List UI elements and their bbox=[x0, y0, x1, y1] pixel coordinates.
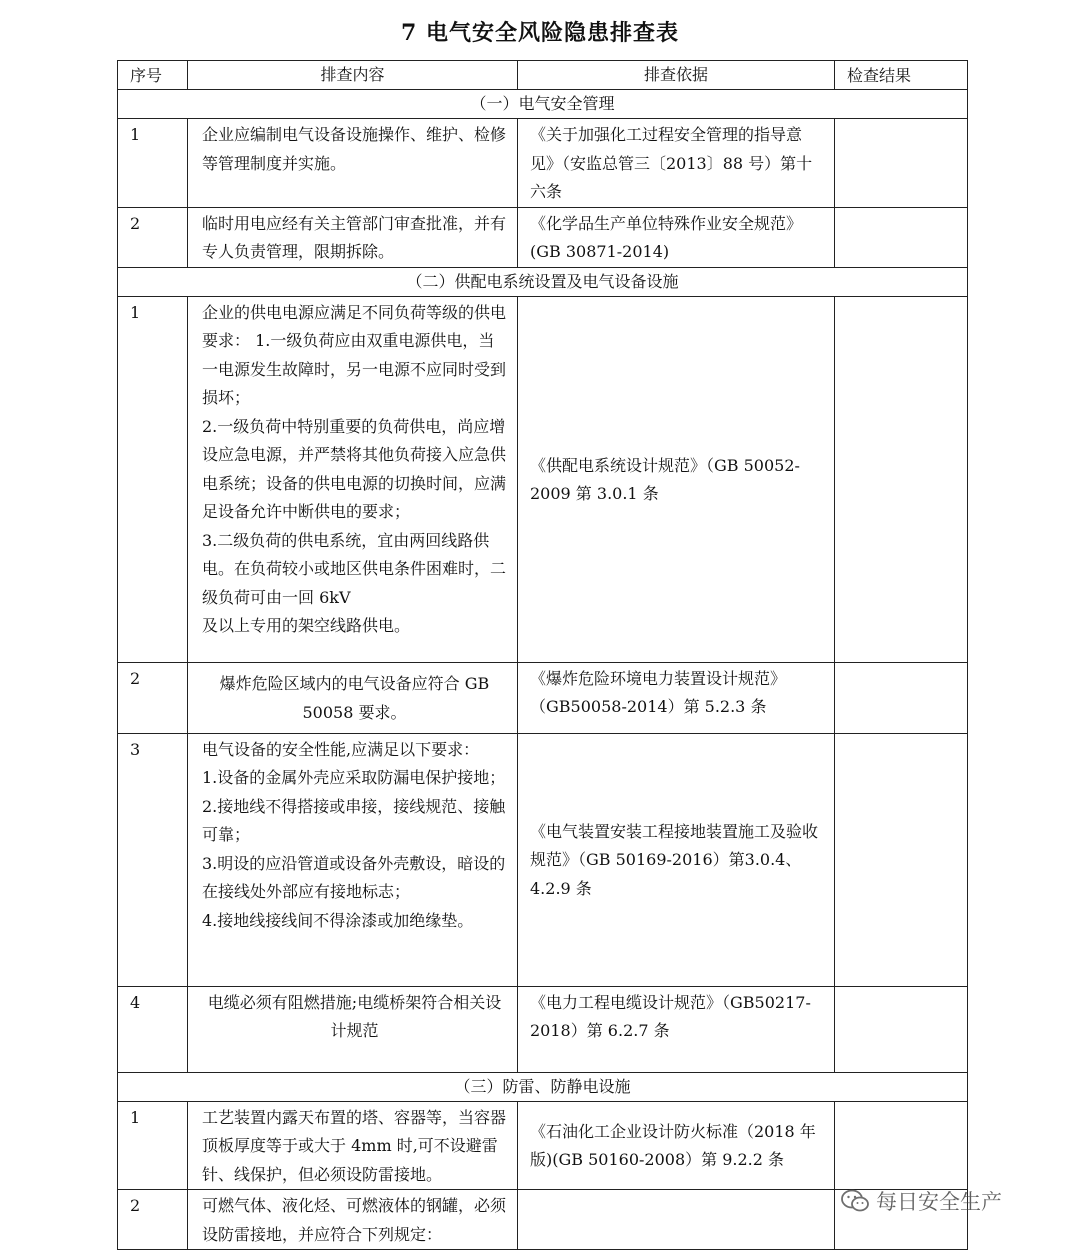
row-content: 可燃气体、液化烃、可燃液体的钢罐，必须设防雷接地，并应符合下列规定： bbox=[188, 1190, 518, 1250]
table-row bbox=[118, 662, 968, 733]
hazard-checklist-table bbox=[117, 60, 968, 1250]
row-number: 1 bbox=[118, 296, 188, 662]
table-row bbox=[118, 119, 968, 208]
table-row bbox=[118, 1101, 968, 1190]
row-content: 电气设备的安全性能,应满足以下要求： 1.设备的金属外壳应采取防漏电保护接地； 2.接地线不得搭接或串接，接线规范、接触可靠； 3.明设的应沿管道或设备外壳敷设，暗设的在接线处外部应有接地标志； 4.接地线接线间不得涂漆或加绝缘垫。 bbox=[188, 733, 518, 986]
row-content: 企业的供电电源应满足不同负荷等级的供电要求： 1.一级负荷应由双重电源供电，当一电源发生故障时，另一电源不应同时受到损坏； 2.一级负荷中特别重要的负荷供电，尚应增设应急电源，并严禁将其他负荷接入应急供电系统；设备的供电电源的切换时间，应满足设备允许中断供电的要求； 3.二级负荷的供电系统，宜由两回线路供电。在负荷较小或地区供电条件困难时，二级负荷可由一回 6kV 及以上专用的架空线路供电。 bbox=[188, 296, 518, 662]
table-header-row bbox=[118, 61, 968, 90]
row-result-cell[interactable] bbox=[835, 296, 968, 662]
row-result-cell[interactable] bbox=[835, 662, 968, 733]
row-number: 2 bbox=[118, 662, 188, 733]
section-title: （三）防雷、防静电设施 bbox=[118, 1072, 968, 1101]
header-result: 检查结果 bbox=[835, 61, 968, 90]
header-basis: 排查依据 bbox=[518, 61, 835, 90]
row-basis: 《石油化工企业设计防火标准（2018 年版)(GB 50160-2008）第 9.2.2 条 bbox=[518, 1101, 835, 1190]
row-result-cell[interactable] bbox=[835, 1101, 968, 1190]
section-header bbox=[118, 90, 968, 119]
row-number: 2 bbox=[118, 207, 188, 267]
row-basis: 《爆炸危险环境电力装置设计规范》（GB50058-2014）第 5.2.3 条 bbox=[518, 662, 835, 733]
row-basis: 《化学品生产单位特殊作业安全规范》(GB 30871-2014) bbox=[518, 207, 835, 267]
section-title: （一）电气安全管理 bbox=[118, 90, 968, 119]
row-number: 1 bbox=[118, 1101, 188, 1190]
table-row bbox=[118, 986, 968, 1072]
header-no: 序号 bbox=[118, 61, 188, 90]
row-content: 企业应编制电气设备设施操作、维护、检修等管理制度并实施。 bbox=[188, 119, 518, 208]
row-result-cell[interactable] bbox=[835, 733, 968, 986]
row-result-cell[interactable] bbox=[835, 207, 968, 267]
row-basis: 《电力工程电缆设计规范》（GB50217-2018）第 6.2.7 条 bbox=[518, 986, 835, 1072]
wechat-icon bbox=[840, 1188, 870, 1214]
row-basis: 《关于加强化工过程安全管理的指导意见》（安监总管三〔2013〕88 号）第十六条 bbox=[518, 119, 835, 208]
row-basis: 《供配电系统设计规范》（GB 50052-2009 第 3.0.1 条 bbox=[518, 296, 835, 662]
row-content: 临时用电应经有关主管部门审查批准，并有专人负责管理，限期拆除。 bbox=[188, 207, 518, 267]
row-content: 爆炸危险区域内的电气设备应符合 GB 50058 要求。 bbox=[188, 662, 518, 733]
row-basis bbox=[518, 1190, 835, 1250]
watermark bbox=[840, 1186, 1002, 1216]
row-number: 3 bbox=[118, 733, 188, 986]
section-header bbox=[118, 267, 968, 296]
table-row bbox=[118, 296, 968, 662]
page-title: 7 电气安全风险隐患排查表 bbox=[401, 20, 679, 46]
row-number: 4 bbox=[118, 986, 188, 1072]
section-header bbox=[118, 1072, 968, 1101]
table-row bbox=[118, 207, 968, 267]
section-title: （二）供配电系统设置及电气设备设施 bbox=[118, 267, 968, 296]
row-basis: 《电气装置安装工程接地装置施工及验收规范》（GB 50169-2016）第3.0.4、4.2.9 条 bbox=[518, 733, 835, 986]
row-content: 工艺装置内露天布置的塔、容器等，当容器顶板厚度等于或大于 4mm 时,可不设避雷针、线保护，但必须设防雷接地。 bbox=[188, 1101, 518, 1190]
row-result-cell[interactable] bbox=[835, 986, 968, 1072]
row-number: 2 bbox=[118, 1190, 188, 1250]
watermark-text: 每日安全生产 bbox=[876, 1190, 1002, 1214]
row-result-cell[interactable] bbox=[835, 119, 968, 208]
row-number: 1 bbox=[118, 119, 188, 208]
table-row bbox=[118, 733, 968, 986]
row-content: 电缆必须有阻燃措施;电缆桥架符合相关设计规范 bbox=[188, 986, 518, 1072]
header-content: 排查内容 bbox=[188, 61, 518, 90]
